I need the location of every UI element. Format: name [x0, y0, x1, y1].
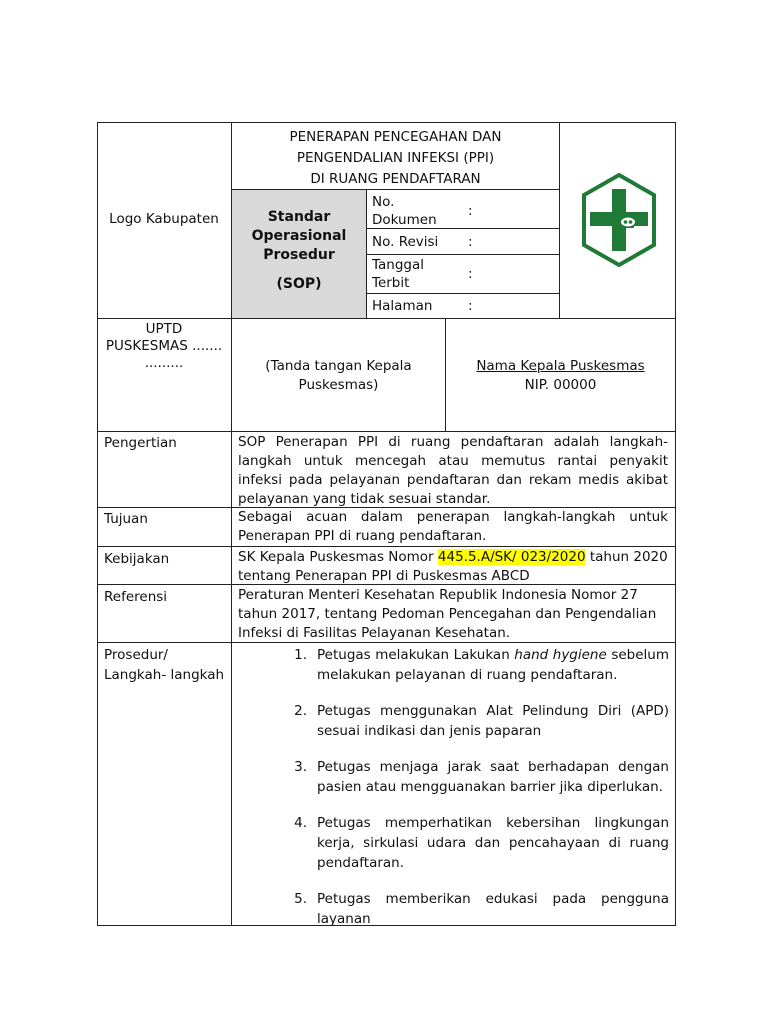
- field-no-revisi: No. Revisi :: [372, 234, 473, 250]
- section-text-referensi: Peraturan Menteri Kesehatan Republik Indonesia Nomor 27 tahun 2017, tentang Pedoman Pencegahan dan Pengendalian Infeksi di Fasilitas Pelayanan Kesehatan.: [238, 587, 657, 641]
- field-separator: :: [468, 266, 473, 282]
- signature-placeholder: (Tanda tangan Kepala Puskesmas): [265, 358, 412, 393]
- section-label-pengertian: Pengertian: [104, 435, 177, 451]
- field-halaman: Halaman :: [372, 298, 473, 314]
- sop-abbr: (SOP): [276, 276, 322, 292]
- field-separator: :: [468, 234, 473, 250]
- field-tanggal-terbit: Tanggal Terbit :: [372, 257, 473, 291]
- sop-line-3: Prosedur: [263, 247, 335, 263]
- section-label-tujuan: Tujuan: [104, 511, 148, 527]
- section-label-referensi: Referensi: [104, 589, 168, 605]
- sop-line-2: Operasional: [251, 228, 347, 244]
- sk-number-highlight: 445.5.A/SK/ 023/2020: [437, 549, 586, 565]
- field-separator: :: [468, 298, 473, 314]
- title-line-2: PENGENDALIAN INFEKSI (PPI): [296, 150, 495, 166]
- puskesmas-logo-icon: [579, 172, 659, 268]
- sop-title: [232, 127, 559, 190]
- section-text-tujuan: Sebagai acuan dalam penerapan langkah-langkah untuk Penerapan PPI di ruang pendaftaran.: [238, 509, 668, 544]
- sop-label: [232, 208, 366, 294]
- field-separator: :: [468, 203, 473, 219]
- title-line-1: PENERAPAN PENCEGAHAN DAN: [289, 129, 502, 145]
- section-label-kebijakan: Kebijakan: [104, 551, 170, 567]
- title-line-3: DI RUANG PENDAFTARAN: [310, 171, 481, 187]
- sop-line-1: Standar: [267, 209, 331, 225]
- head-of-puskesmas: [446, 357, 675, 395]
- head-name: Nama Kepala Puskesmas: [476, 358, 645, 374]
- procedure-steps: 1. Petugas melakukan Lakukan hand hygiene sebelum melakukan pelayanan di ruang pendaftaran. 2. Petugas menggunakan Alat Pelindung Diri (APD) sesuai indikasi dan jenis paparan 3. Petugas menjaga jarak saat berhadapan dengan pasien atau mengguanakan barrier jika diperlukan. 4. Petugas memperhatikan kebersihan lingkungan kerja, sirkulasi udara dan pencahayaan di ruang pendaftaran. 5. Petugas memberikan edukasi pada pengguna layanan: [294, 647, 669, 927]
- logo-kabupaten-placeholder: Logo Kabupaten: [109, 211, 219, 227]
- field-no-dokumen: No. Dokumen :: [372, 194, 473, 228]
- head-nip: NIP. 00000: [524, 377, 597, 393]
- section-text-kebijakan: SK Kepala Puskesmas Nomor 445.5.A/SK/ 023/2020 tahun 2020 tentang Penerapan PPI di Puskesmas ABCD: [238, 549, 668, 584]
- sop-document: [97, 122, 676, 926]
- section-text-pengertian: SOP Penerapan PPI di ruang pendaftaran adalah langkah-langkah untuk mencegah atau memutus rantai penyakit infeksi pada pelayanan pendaftaran dan rekam medis akibat pelayanan yang tidak sesuai standar.: [238, 434, 668, 507]
- section-label-prosedur: Prosedur/ Langkah- langkah: [104, 647, 225, 683]
- uptd-puskesmas: UPTD PUSKESMAS ....... .........: [105, 321, 223, 371]
